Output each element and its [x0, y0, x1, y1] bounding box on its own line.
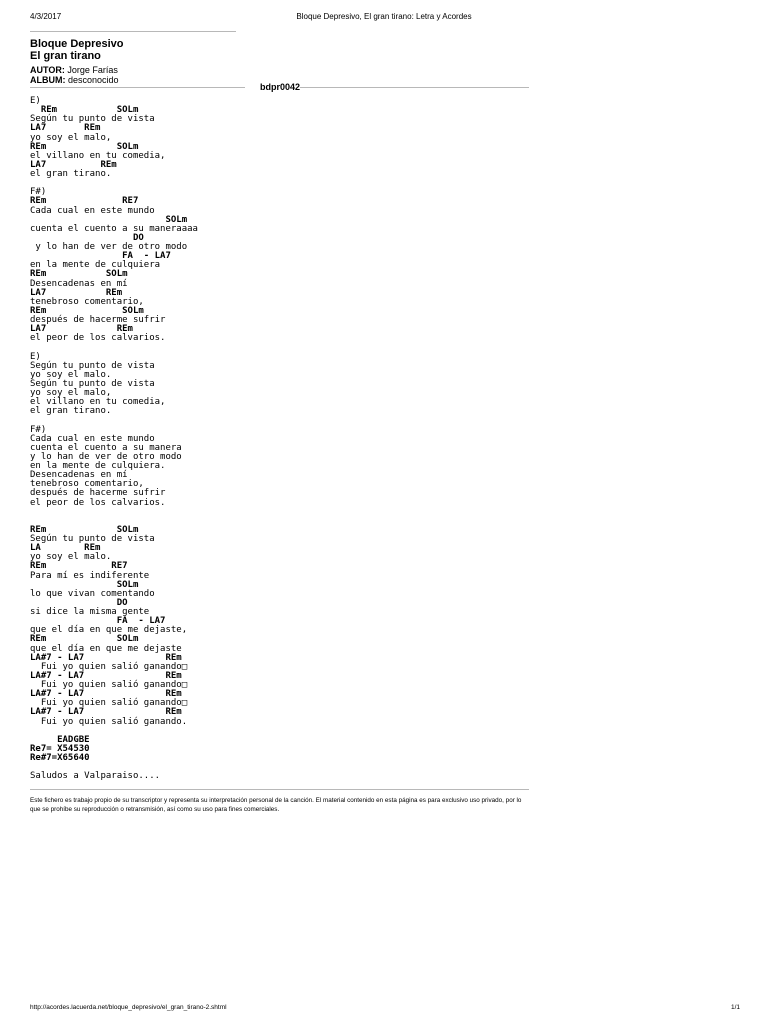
chord-line: DO [30, 232, 144, 243]
lyric-line: Saludos a Valparaiso.... [30, 771, 161, 782]
author-label: AUTOR: [30, 65, 65, 75]
code-divider-right [300, 87, 529, 88]
lyric-line: Según tu punto de vista [30, 378, 155, 389]
lyric-line: y lo han de ver de otro modo [30, 451, 182, 462]
lyric-line: yo soy el malo, [30, 132, 112, 143]
lyric-line: que el día en que me dejaste [30, 643, 182, 654]
chord-sheet [30, 97, 198, 781]
chord-line: LA7 REm [30, 324, 133, 335]
lyric-line: Cada cual en este mundo [30, 205, 155, 216]
code-divider-left [30, 87, 245, 88]
lyric-line: Desencadenas en mí [30, 278, 128, 289]
top-divider [30, 31, 236, 32]
lyric-line: que el día en que me dejaste, [30, 625, 188, 636]
chord-line: LA#7 - LA7 REm [30, 670, 182, 681]
print-header-title: Bloque Depresivo, El gran tirano: Letra y Acordes [296, 12, 472, 21]
lyric-line: tenebroso comentario, [30, 479, 144, 490]
footer-url: http://acordes.lacuerda.net/bloque_depresivo/el_gran_tirano-2.shtml [30, 1004, 227, 1011]
lyric-line: y lo han de ver de otro modo [30, 242, 188, 252]
lyric-line: si dice la misma gente [30, 607, 150, 617]
chord-line: REm SOLm [30, 305, 144, 316]
lyric-line: Según tu punto de vista [30, 114, 155, 125]
chord-line: FA - LA7 [30, 616, 166, 627]
chord-line: LA7 REm [30, 123, 101, 134]
lyric-line: en la mente de culquiera [30, 260, 161, 271]
author-value: Jorge Farías [67, 65, 118, 75]
lyric-line: el gran tirano. [30, 406, 112, 417]
lyric-line: cuenta el cuento a su manera [30, 442, 182, 453]
lyric-line: cuenta el cuento a su maneraaaa [30, 223, 198, 234]
print-date: 4/3/2017 [30, 12, 62, 21]
lyric-line: el villano en tu comedia, [30, 150, 166, 161]
lyric-line: Para mí es indiferente [30, 570, 150, 581]
lyric-line: Cada cual en este mundo [30, 433, 155, 444]
chord-line: Re#7=X65640 [30, 753, 90, 763]
chord-line: SOLm [30, 579, 139, 590]
lyric-line: el gran tirano. [30, 169, 112, 179]
chord-line: REm SOLm [30, 269, 128, 280]
chord-line: LA#7 - LA7 REm [30, 652, 182, 663]
lyric-line: lo que vivan comentando [30, 588, 155, 599]
lyric-line: E) [30, 96, 41, 106]
chord-line: LA#7 - LA7 REm [30, 707, 182, 718]
lyric-line: Fui yo quien salió ganando□ [30, 680, 188, 690]
disclaimer: Este fichero es trabajo propio de su transcriptor y representa su interpretación personal de la canción. El material contenido en esta página es para exclusivo uso privado, por lo que se prohíbe su reproducción o retransmisión, así como su uso para fines comerciales. [30, 797, 522, 814]
lyric-line: tenebroso comentario, [30, 296, 144, 307]
chord-line: REm SOLm [30, 524, 139, 535]
lyric-line: el villano en tu comedia, [30, 397, 166, 408]
lyric-line: Según tu punto de vista [30, 360, 155, 371]
chord-line: LA7 REm [30, 287, 123, 298]
chord-line: REm RE7 [30, 196, 139, 207]
album-value: desconocido [68, 75, 119, 85]
chord-line: SOLm [30, 214, 188, 225]
chord-line: LA#7 - LA7 REm [30, 689, 182, 700]
lyric-line: en la mente de culquiera. [30, 461, 166, 471]
lyric-line: Fui yo quien salió ganando□ [30, 698, 188, 709]
author-line [30, 65, 124, 75]
chord-line: DO [30, 597, 128, 608]
lyric-line: F#) [30, 424, 47, 435]
lyric-line: F#) [30, 187, 47, 198]
song-header [30, 38, 124, 85]
lyric-line: yo soy el malo. [30, 369, 112, 380]
song-title: El gran tirano [30, 50, 101, 62]
chord-line: REm SOLm [30, 634, 139, 645]
lyric-line: Fui yo quien salió ganando□ [30, 661, 188, 672]
song-code: bdpr0042 [260, 82, 301, 92]
chord-line: Re7= X545З0 [30, 743, 90, 754]
lyric-line: yo soy el malo, [30, 388, 112, 398]
album-line [30, 75, 124, 85]
chord-line: LA7 REm [30, 159, 117, 170]
chord-line: LA REm [30, 543, 101, 554]
lyric-line: Desencadenas en mí [30, 470, 128, 481]
lyric-line: E) [30, 351, 41, 362]
lyric-line: el peor de los calvarios. [30, 497, 166, 508]
bottom-divider [30, 789, 529, 790]
lyric-line: Según tu punto de vista [30, 534, 155, 544]
lyric-line: Fui yo quien salió ganando. [30, 716, 188, 727]
chord-line: REm SOLm [30, 141, 139, 152]
chord-line: REm SOLm [30, 105, 139, 116]
artist-link[interactable]: Bloque Depresivo [30, 38, 124, 50]
chord-line: FA - LA7 [30, 251, 171, 262]
lyric-line: el peor de los calvarios. [30, 333, 166, 344]
lyric-line: después de hacerme sufrir [30, 488, 166, 499]
footer-page-number: 1/1 [731, 1004, 741, 1011]
lyric-line: yo soy el malo. [30, 552, 112, 563]
album-label: ALBUM: [30, 75, 66, 85]
chord-line: EADGBE [30, 734, 90, 745]
lyric-line: después de hacerme sufrir [30, 315, 166, 325]
chord-line: REm RE7 [30, 561, 128, 572]
